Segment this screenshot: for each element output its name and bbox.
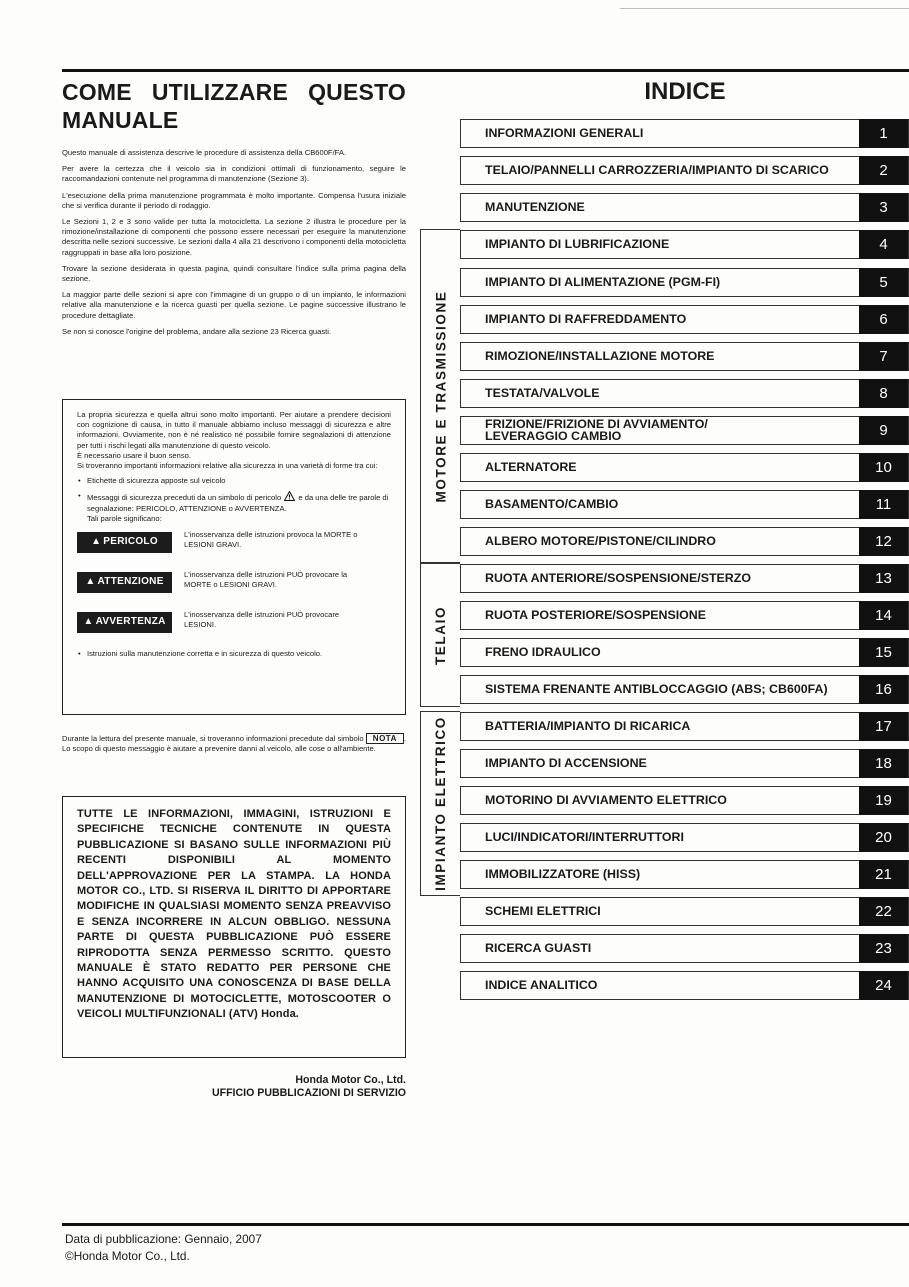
index-entry[interactable] [460,564,909,593]
index-entry-label: RUOTA ANTERIORE/SOSPENSIONE/STERZO [485,570,751,585]
safety-common-sense: È necessario usare il buon senso. [77,450,191,460]
publication-date: Data di pubblicazione: Gennaio, 2007 [65,1232,262,1246]
intro-paragraph: L'esecuzione della prima manutenzione programmata è molto importante. Compensa l'usura iniziale che si verifica durante il periodo di rodaggio. [62,190,406,210]
signal-word-text: L'inosservanza delle istruzioni provoca la MORTE o LESIONI GRAVI. [184,530,358,550]
signal-word-row [77,530,391,564]
warning-label [77,572,172,593]
index-entry-label: IMMOBILIZZATORE (HISS) [485,866,641,881]
signal-word-text: L'inosservanza delle istruzioni PUÒ provocare LESIONI. [184,610,340,630]
index-entry-number: 1 [859,119,908,148]
company-signature [180,1074,406,1100]
safety-bullet: • Istruzioni sulla manutenzione corretta e in sicurezza di questo veicolo. [78,649,323,659]
index-entry[interactable] [460,453,909,482]
safety-meaning-intro: Tali parole significano: [87,513,162,523]
intro-paragraph: Trovare la sezione desiderata in questa pagina, quindi consultare l'indice sulla prima pagina della sezione. [62,263,406,284]
index-entry-number: 7 [859,342,908,371]
index-entry-label: BATTERIA/IMPIANTO DI RICARICA [485,718,691,733]
safety-bullet-text: Etichette di sicurezza apposte sul veicolo [87,476,226,486]
index-entry-number: 23 [859,934,908,963]
index-entry[interactable] [460,786,909,815]
group-electrical [420,711,460,896]
index-entry-number: 24 [859,971,908,1000]
page-title: COME UTILIZZARE QUESTO MANUALE [62,79,406,133]
index-entry-label: INFORMAZIONI GENERALI [485,125,644,140]
index-entry-label: MANUTENZIONE [485,199,585,214]
index-entry-number: 3 [859,193,908,222]
index-entry-number: 5 [859,268,908,297]
index-entry-label: IMPIANTO DI ACCENSIONE [485,755,647,770]
intro-paragraph: La maggior parte delle sezioni si apre con l'immagine di un gruppo o di un impianto, le informazioni relative alla manutenzione e la ricerca guasti per quella sezione. Le pagine successive illustrano le procedure dettagliate. [62,290,406,320]
danger-label [77,532,172,553]
index-entry-label: ALBERO MOTORE/PISTONE/CILINDRO [485,533,716,548]
index-entry-number: 14 [859,601,908,630]
note-text: . Lo scopo di questo messaggio è aiutare a prevenire danni al veicolo, alle cose o all'ambiente. [62,734,406,754]
index-entry[interactable] [460,268,909,297]
index-entry-label: BASAMENTO/CAMBIO [485,496,619,511]
index-entry[interactable] [460,638,909,667]
index-entry-number: 19 [859,786,908,815]
index-entry[interactable] [460,305,909,334]
intro-paragraph: Se non si conosce l'origine del problema, andare alla sezione 23 Ricerca guasti. [62,326,332,336]
group-label: MOTORE E TRASMISSIONE [433,290,448,502]
caution-label [77,612,172,633]
index-entry[interactable] [460,156,909,185]
index-entry-number: 15 [859,638,908,667]
index-entry[interactable] [460,897,909,926]
copyright: ©Honda Motor Co., Ltd. [65,1248,190,1263]
index-entry-number: 4 [859,230,908,259]
index-entry-number: 11 [859,490,908,519]
index-entry-number: 18 [859,749,908,778]
index-entry-number: 10 [859,453,908,482]
nota-badge: NOTA [366,733,404,744]
index-entry-label: IMPIANTO DI RAFFREDDAMENTO [485,311,687,326]
index-entry-number: 9 [859,416,908,445]
index-entry-number: 22 [859,897,908,926]
index-entry[interactable] [460,119,909,148]
index-entry-label: SISTEMA FRENANTE ANTIBLOCCAGGIO (ABS; CB600FA) [485,681,828,696]
index-entry-number: 16 [859,675,908,704]
group-label: IMPIANTO ELETTRICO [433,716,448,891]
index-entry[interactable] [460,860,909,889]
index-entry[interactable] [460,193,909,222]
header-rule [62,69,909,72]
index-entry[interactable] [460,823,909,852]
index-entry-label: ALTERNATORE [485,459,577,474]
note-text: Durante la lettura del presente manuale, si troveranno informazioni precedute dal simbolo [62,734,364,743]
index-entry[interactable] [460,934,909,963]
safety-bullet-text: Messaggi di sicurezza preceduti da un simbolo di pericolo [87,493,282,503]
index-entry[interactable] [460,527,909,556]
footer-rule [62,1223,909,1226]
index-entry-label: MOTORINO DI AVVIAMENTO ELETTRICO [485,792,727,807]
index-entry-label: IMPIANTO DI ALIMENTAZIONE (PGM-FI) [485,274,721,289]
company-department: UFFICIO PUBBLICAZIONI DI SERVIZIO [211,1087,406,1099]
top-corner-rule [620,8,909,9]
intro-paragraph: Le Sezioni 1, 2 e 3 sono valide per tutta la motocicletta. La sezione 2 illustra le procedure per la rimozione/installazione di componenti che possono essere necessari per eseguire la manutenzione descritta nelle sezioni successive. Le sezioni dalla 4 alla 21 descrivono i componenti della motocicletta raggruppati in base alla loro posizione. [62,217,407,257]
index-entry-label: RIMOZIONE/INSTALLAZIONE MOTORE [485,348,715,363]
safety-forms-intro: Si troveranno importanti informazioni relative alla sicurezza in una varietà di forme tra cui: [77,461,378,471]
index-entry-label: LUCI/INDICATORI/INTERRUTTORI [485,829,684,844]
index-entry-label: IMPIANTO DI LUBRIFICAZIONE [485,236,670,251]
hazard-triangle-icon [284,491,295,501]
warning-triangle-icon: ▲ [91,536,102,548]
warning-triangle-icon: ▲ [83,616,94,628]
safety-bullet-text: Istruzioni sulla manutenzione corretta e in sicurezza di questo veicolo. [87,649,323,659]
signal-word-text: L'inosservanza delle istruzioni PUÒ provocare la MORTE o LESIONI GRAVI. [184,570,348,590]
index-entry-label: RICERCA GUASTI [485,940,592,955]
safety-intro: La propria sicurezza e quella altrui sono molto importanti. Per aiutare a prendere decisioni con cognizione di causa, in tutto il manuale abbiamo incluso messaggi di sicurezza e altre informazioni. Ovviamente, non è né realistico né possibile fornire segnalazioni di attenzione per tutti i rischi legati alla manutenzione di questo veicolo. [77,410,391,450]
index-entry-number: 6 [859,305,908,334]
index-entry-label: RUOTA POSTERIORE/SOSPENSIONE [485,607,706,622]
disclaimer-box: TUTTE LE INFORMAZIONI, IMMAGINI, ISTRUZIONI E SPECIFICHE TECNICHE CONTENUTE IN QUESTA PUBBLICAZIONE SI BASANO SULLE INFORMAZIONI PIÙ RECENTI DISPONIBILI AL MOMENTO DELL'APPROVAZIONE PER LA STAMPA. LA HONDA MOTOR CO., LTD. SI RISERVA IL DIRITTO DI APPORTARE MODIFICHE IN QUALSIASI MOMENTO SENZA PREAVVISO E SENZA INCORRERE IN ALCUN OBBLIGO. NESSUNA PARTE DI QUESTA PUBBLICAZIONE PUÒ ESSERE RIPRODOTTA SENZA PERMESSO SCRITTO. QUESTO MANUALE È STATO REDATTO PER PERSONE CHE HANNO ACQUISITO UNA CONOSCENZA DI BASE DELLA MANUTENZIONE DI MOTOCICLETTE, MOTOSCOOTER O VEICOLI MULTIFUNZIONALI (ATV) Honda. [62,796,406,1058]
index-entry[interactable] [460,601,909,630]
warning-triangle-icon: ▲ [85,576,96,588]
caution-label-text: AVVERTENZA [95,616,166,628]
index-entry-label: TELAIO/PANNELLI CARROZZERIA/IMPIANTO DI SCARICO [485,162,829,177]
index-entry-label: SCHEMI ELETTRICI [485,903,601,918]
note-paragraph [62,733,406,754]
safety-list [77,476,391,524]
company-name: Honda Motor Co., Ltd. [295,1074,406,1086]
signal-word-row [77,570,391,604]
group-chassis [420,563,460,707]
index-entry[interactable] [460,675,909,704]
index-entry[interactable] [460,230,909,259]
index-entry-number: 2 [859,156,908,185]
index-entry[interactable] [460,712,909,741]
index-entry-label: FRIZIONE/FRIZIONE DI AVVIAMENTO/ LEVERAGGIO CAMBIO [485,417,708,443]
intro-text [62,148,406,343]
index-entry-number: 20 [859,823,908,852]
index-entry-number: 12 [859,527,908,556]
group-label: TELAIO [433,605,449,665]
index-entry-number: 17 [859,712,908,741]
danger-label-text: PERICOLO [103,536,158,548]
intro-paragraph: Per avere la certezza che il veicolo sia in condizioni ottimali di funzionamento, seguire le raccomandazioni contenute nel programma di manutenzione (Sezione 3). [62,164,406,184]
index-title: INDICE [644,78,726,105]
group-engine [420,229,460,563]
index-entry[interactable] [460,490,909,519]
index-entry[interactable] [460,342,909,371]
index-entry-label: FRENO IDRAULICO [485,644,601,659]
index-entry-label: TESTATA/VALVOLE [485,385,600,400]
safety-list [77,649,391,659]
index-entry[interactable] [460,416,909,445]
safety-box [62,399,406,715]
index-entry-number: 8 [859,379,908,408]
safety-bullet-text: e da una delle tre parole di segnalazione: PERICOLO, ATTENZIONE o AVVERTENZA. [87,493,389,513]
warning-label-text: ATTENZIONE [97,576,164,588]
intro-paragraph: Questo manuale di assistenza descrive le procedure di assistenza della CB600F/FA. [62,148,347,157]
index-entry[interactable] [460,971,909,1000]
index-entry[interactable] [460,379,909,408]
safety-bullet: • Messaggi di sicurezza preceduti da un simbolo di pericolo e da una delle tre parole di segnalazione: PERICOLO, ATTENZIONE o AVVERTENZA. Tali parole significano: [78,491,389,523]
safety-bullet: • Etichette di sicurezza apposte sul veicolo [78,476,226,486]
index-entry-label: INDICE ANALITICO [485,977,598,992]
index-entry[interactable] [460,749,909,778]
signal-word-row [77,610,391,644]
footer [65,1231,262,1264]
index-entry-number: 13 [859,564,908,593]
index-entry-number: 21 [859,860,908,889]
